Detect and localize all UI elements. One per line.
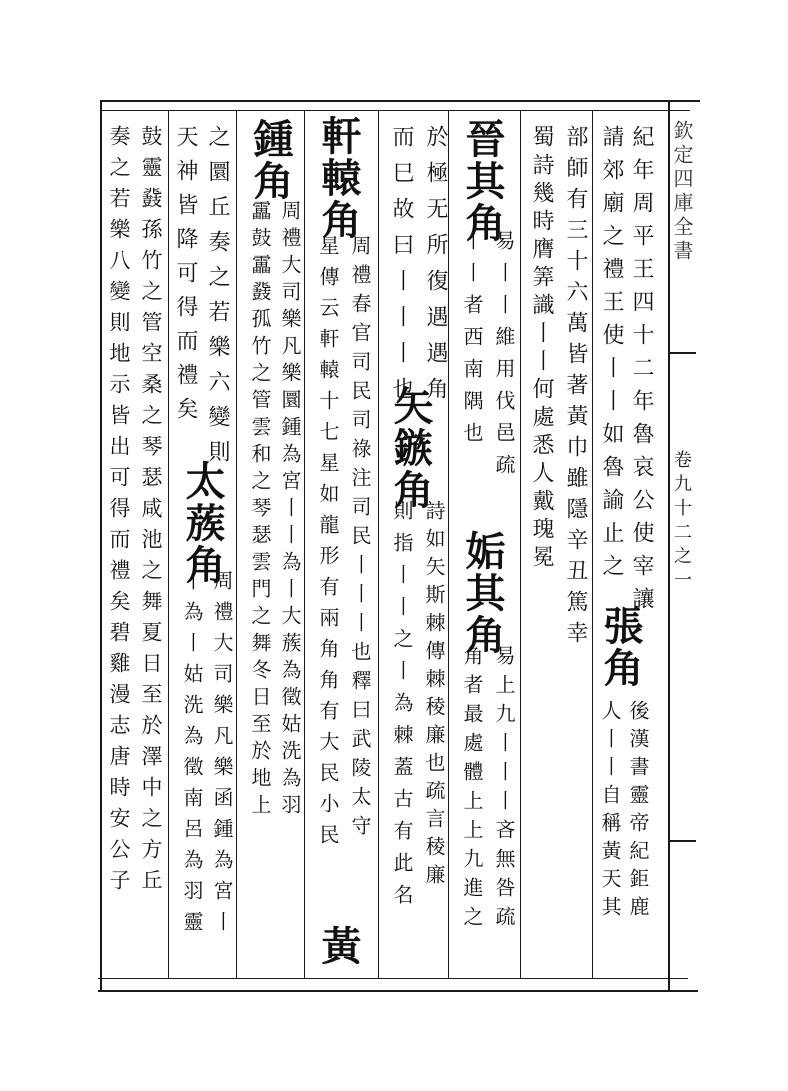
text-column: 易上九丨丨丨吝無咎疏 <box>492 645 516 935</box>
entry-heading: 軒轅角 <box>315 115 362 241</box>
text-column: 之圜丘奏之若樂六變則 <box>205 125 230 475</box>
text-column: 周禮春官司民司祿注司民丨丨丨也釋曰武陵太守 <box>348 235 372 844</box>
entry-heading: 張角 <box>597 605 644 689</box>
text-column: 丨丨者西南隅也 <box>460 230 484 454</box>
column-rule <box>448 110 449 978</box>
text-column: 靁鼓靁鼗孤竹之管雲和之琴瑟雲門之舞冬日至於地上 <box>248 200 272 821</box>
column-rule <box>304 110 305 978</box>
text-column: 於極无所復遇遇角 <box>423 125 448 413</box>
margin-volume-label: 卷九十二之一 <box>671 450 692 594</box>
text-column: 丨為丨姑洗為徵南呂為羽靈 <box>180 570 204 942</box>
text-column: 星傳云軒轅十七星如龍形有兩角角有大民小民 <box>316 235 340 855</box>
text-column: 奏之若樂八變則地示皆出可得而禮矣碧雞漫志唐時安公子 <box>107 125 131 900</box>
text-column: 後漢書靈帝紀鉅鹿 <box>626 700 650 924</box>
text-column: 蜀詩幾時膺筭識丨丨何處悉人戴瑰冕 <box>529 125 554 573</box>
entry-heading: 矢鏃角 <box>387 385 434 511</box>
text-column: 周禮大司樂凡樂圜鍾為宮丨丨為丨大蔟為徵姑洗為羽 <box>278 200 302 821</box>
text-column: 易丨丨維用伐邑疏 <box>492 230 516 486</box>
top-border-inner <box>100 110 690 111</box>
text-column: 請郊廟之禮王使丨丨如魯諭止之 <box>599 125 624 587</box>
text-column: 天神皆降可得而禮矣 <box>173 125 198 431</box>
text-column: 周禮大司樂凡樂函鍾為宮丨 <box>210 570 234 942</box>
margin-divider <box>668 352 696 354</box>
column-rule <box>592 110 593 978</box>
entry-heading: 晉其角 <box>459 118 506 244</box>
column-rule <box>168 110 169 978</box>
margin-top-label: 欽定四庫全書 <box>670 120 694 264</box>
bottom-border-inner <box>98 978 688 979</box>
entry-heading: 鍾角 <box>247 118 294 202</box>
column-rule <box>378 110 379 978</box>
text-column: 而巳故曰丨丨丨也 <box>389 125 414 413</box>
column-rule <box>520 110 521 978</box>
top-border <box>100 100 700 102</box>
column-rule <box>236 110 237 978</box>
text-column: 人丨丨自稱黃天其 <box>598 700 622 924</box>
text-column: 則指丨丨之丨為棘蓋古有此名 <box>390 500 414 916</box>
column-rule <box>100 102 102 990</box>
margin-divider <box>668 840 696 842</box>
entry-heading: 姤其角 <box>459 530 506 656</box>
text-column: 紀年周平王四十二年魯哀公使宰讓 <box>629 125 654 620</box>
bottom-border <box>98 990 698 992</box>
text-column: 鼓靈鼗孫竹之管空桑之琴瑟咸池之舞夏日至於澤中之方丘 <box>139 125 163 900</box>
text-column: 部師有三十六萬皆著黃巾雖隱辛丑篤幸 <box>563 125 588 652</box>
entry-heading: 太蔟角 <box>179 460 226 586</box>
text-column: 角者最處體上上九進之 <box>460 645 484 935</box>
entry-heading: 黃 <box>315 925 362 967</box>
text-column: 詩如矢斯棘傳棘稜廉也疏言稜廉 <box>422 500 446 892</box>
